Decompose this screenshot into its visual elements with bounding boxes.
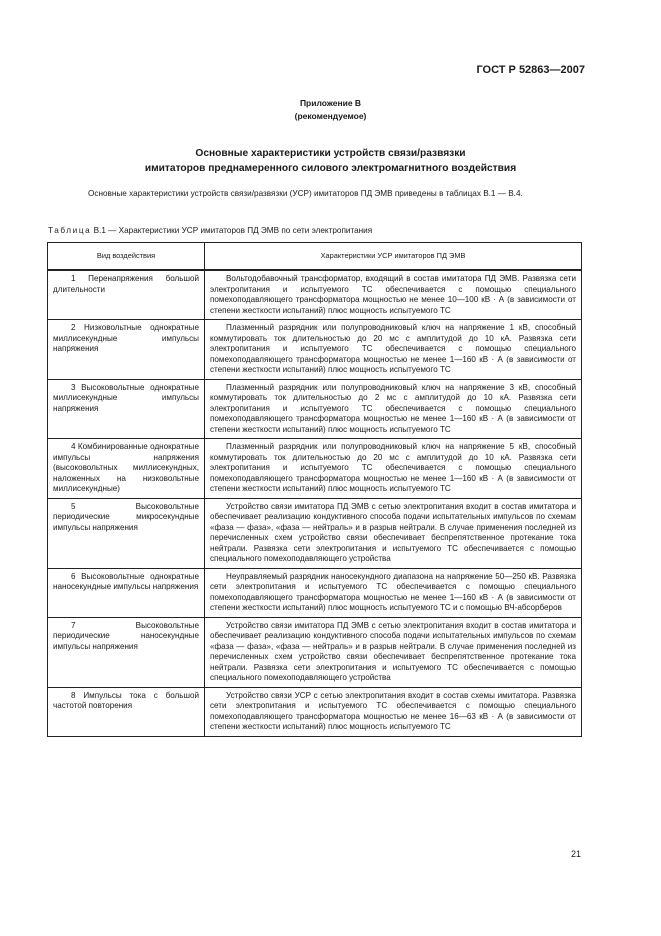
characteristics-cell: Устройство связи имитатора ПД ЭМВ с сетью электропитания входит в состав имитатора и обеспечивает реализацию кондуктивного способа подачи испытательных импульсов по схемам «фаза — фаза», «фаза — нейтраль» и в разрыв нейтрали. В случае применения последней из перечисленных схем устройство связи обеспечивает беспрепятственное протекание тока нейтрали. Развязка сети электропитания и испытуемого ТС обеспечивается с помощью специального помехоподавляющего устройства <box>205 617 582 687</box>
column-header-kind: Вид воздействия <box>48 243 205 271</box>
characteristics-cell: Плазменный разрядник или полупроводниковый ключ на напряжение 1 кВ, способный коммутировать ток длительностью до 20 мс с амплитудой до 10 кА. Развязка сети электропитания и испытуемого ТС обеспечивается с помощью специального помехоподавляющего трансформатора мощностью не менее 1—160 кВ · А (в зависимости от степени жесткости испытаний) плюс мощность испытуемого ТС <box>205 320 582 380</box>
table-row <box>48 617 582 687</box>
impact-kind-cell: 8 Импульсы тока с большой частотой повторения <box>48 687 205 736</box>
impact-kind-cell: 2 Низковольтные однократные миллисекундные импульсы напряжения <box>48 320 205 380</box>
table-header-row <box>48 243 582 271</box>
appendix-heading <box>0 97 661 123</box>
characteristics-cell: Плазменный разрядник или полупроводниковый ключ на напряжение 3 кВ, способный коммутировать ток длительностью до 2 мс с амплитудой до 10 кА. Развязка сети электропитания и испытуемого ТС обеспечивается с помощью специального помехоподавляющего трансформатора мощностью не менее 1—160 кВ · А (в зависимости от степени жесткости испытаний) плюс мощность испытуемого ТС <box>205 379 582 439</box>
characteristics-cell: Неуправляемый разрядник наносекундного диапазона на напряжение 50—250 кВ. Развязка сети электропитания и испытуемого ТС обеспечивается с помощью специального помехоподавляющего трансформатора мощностью не менее 1—160 кВ · А (в зависимости от степени жесткости испытаний) плюс мощность испытуемого ТС и с помощью ВЧ-абсорберов <box>205 568 582 617</box>
table-caption-text: В.1 — Характеристики УСР имитаторов ПД ЭМВ по сети электропитания <box>93 226 373 235</box>
impact-kind-cell: 7 Высоковольтные периодические наносекундные импульсы напряжения <box>48 617 205 687</box>
page-number: 21 <box>570 849 581 859</box>
table-row <box>48 498 582 568</box>
column-header-characteristics: Характеристики УСР имитаторов ПД ЭМВ <box>205 243 582 271</box>
characteristics-cell: Устройство связи имитатора ПД ЭМВ с сетью электропитания входит в состав имитатора и обеспечивает реализацию кондуктивного способа подачи испытательных импульсов по схемам «фаза — фаза», «фаза — нейтраль» и в разрыв нейтрали. В случае применения последней из перечисленных схем устройство связи обеспечивает беспрепятственное протекание тока нейтрали. Развязка сети электропитания и испытуемого ТС обеспечивается с помощью специального помехоподавляющего устройства <box>205 498 582 568</box>
characteristics-cell: Вольтодобавочный трансформатор, входящий в состав имитатора ПД ЭМВ. Развязка сети электропитания и испытуемого ТС обеспечивается с помощью специального помехоподавляющего трансформатора мощностью не менее 10—100 кВ · А (в зависимости от степени жесткости испытаний) плюс мощность испытуемого ТС <box>205 270 582 320</box>
appendix-title: Приложение В <box>299 98 362 108</box>
table-caption-prefix: Таблица <box>48 226 92 235</box>
table-row <box>48 687 582 736</box>
section-title-line-1: Основные характеристики устройств связи/развязки <box>195 148 466 159</box>
document-code: ГОСТ Р 52863—2007 <box>476 64 585 76</box>
table-row <box>48 320 582 380</box>
characteristics-cell: Плазменный разрядник или полупроводниковый ключ на напряжение 5 кВ, способный коммутировать ток длительностью до 20 мс с амплитудой до 10 кА. Развязка сети электропитания и испытуемого ТС обеспечивается с помощью специального помехоподавляющего трансформатора мощностью не менее 1—160 кВ · А (в зависимости от степени жесткости испытаний) плюс мощность испытуемого ТС <box>205 439 582 499</box>
impact-kind-cell: 5 Высоковольтные периодические микросекундные импульсы напряжения <box>48 498 205 568</box>
impact-kind-cell: 6 Высоковольтные однократные наносекундные импульсы напряжения <box>48 568 205 617</box>
section-title <box>0 146 661 176</box>
table-row <box>48 568 582 617</box>
characteristics-cell: Устройство связи УСР с сетью электропитания входит в состав схемы имитатора. Развязка сети электропитания и испытуемого ТС обеспечивается с помощью специального помехоподавляющего трансформатора мощностью не менее 16—63 кВ · А (в зависимости от степени жесткости испытаний) плюс мощность испытуемого ТС <box>205 687 582 736</box>
table-row <box>48 379 582 439</box>
table-caption <box>48 226 372 235</box>
characteristics-table <box>47 242 582 737</box>
table-row <box>48 439 582 499</box>
appendix-status: (рекомендуемое) <box>294 111 367 121</box>
impact-kind-cell: 4 Комбинированные однократные импульсы напряжения (высоковольтных миллисекундных, наложенных на низковольтные миллисекундные) <box>48 439 205 499</box>
intro-paragraph: Основные характеристики устройств связи/развязки (УСР) имитаторов ПД ЭМВ приведены в таблицах В.1 — В.4. <box>88 189 523 198</box>
impact-kind-cell: 1 Перенапряжения большой длительности <box>48 270 205 320</box>
section-title-line-2: имитаторов преднамеренного силового электромагнитного воздействия <box>144 163 517 174</box>
table-row <box>48 270 582 320</box>
impact-kind-cell: 3 Высоковольтные однократные миллисекундные импульсы напряжения <box>48 379 205 439</box>
